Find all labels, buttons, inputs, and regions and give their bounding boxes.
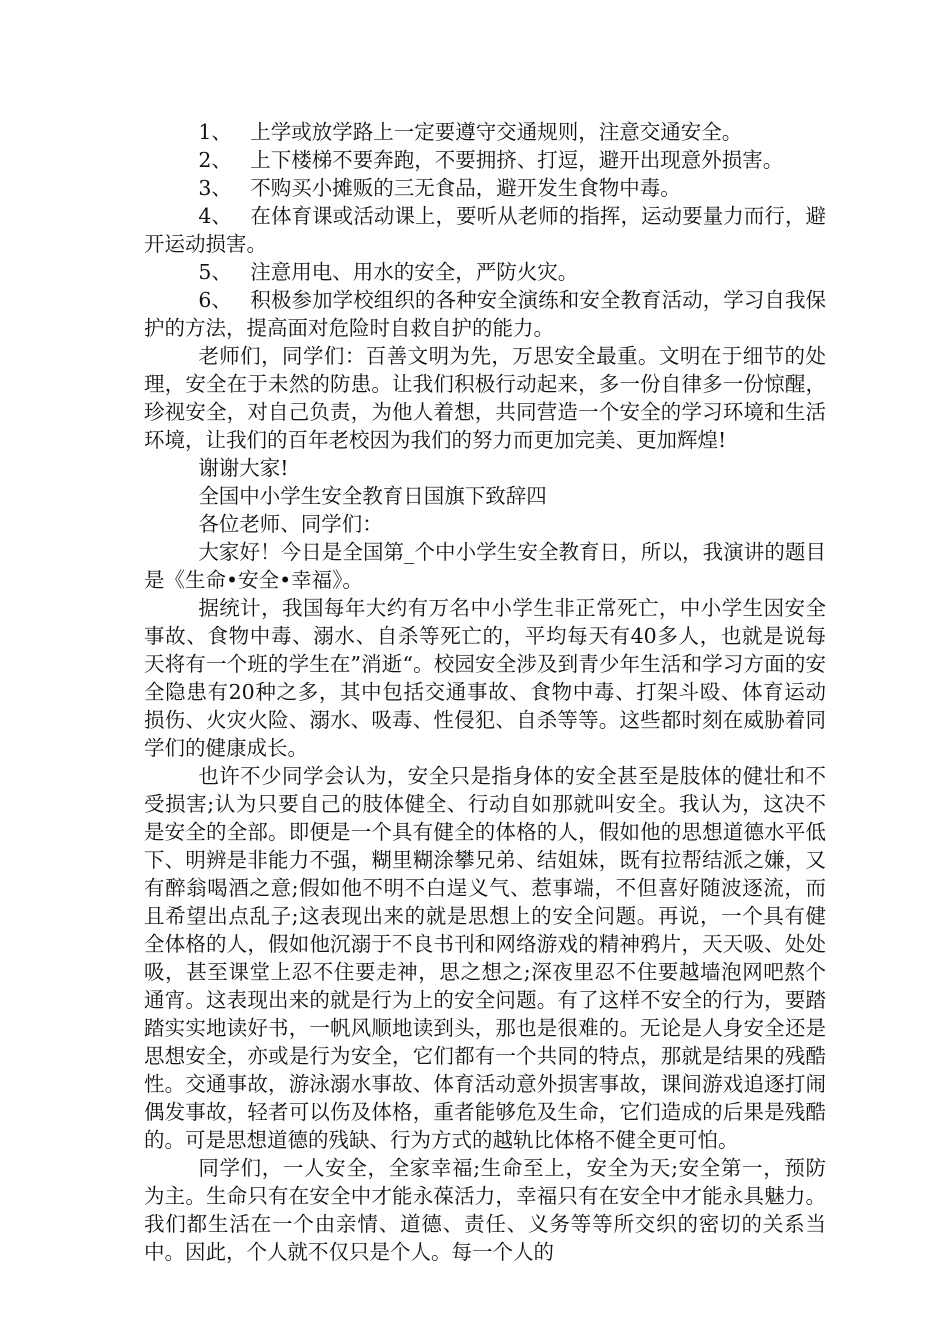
document-page bbox=[144, 118, 826, 1266]
paragraph-conclusion: 同学们，一人安全，全家幸福;生命至上，安全为天;安全第一，预防为主。生命只有在安全中才能永葆活力，幸福只有在安全中才能永具魅力。我们都生活在一个由亲情、道德、责任、义务等等所交织的密切的关系当中。因此，个人就不仅只是个人。每一个人的 bbox=[144, 1156, 826, 1264]
list-number: 5、 bbox=[198, 260, 232, 284]
paragraph-greeting: 大家好！今日是全国第_个中小学生安全教育日，所以，我演讲的题目是《生命•安全•幸福》。 bbox=[144, 540, 826, 592]
list-text: 上学或放学路上一定要遵守交通规则，注意交通安全。 bbox=[250, 120, 743, 144]
list-item bbox=[144, 286, 826, 342]
list-item bbox=[144, 146, 826, 174]
list-number: 6、 bbox=[198, 288, 232, 312]
list-text: 在体育课或活动课上，要听从老师的指挥，运动要量力而行，避开运动损害。 bbox=[144, 204, 827, 256]
list-text: 上下楼梯不要奔跑，不要拥挤、打逗，避开出现意外损害。 bbox=[250, 148, 784, 172]
paragraph-statistics: 据统计，我国每年大约有万名中小学生非正常死亡，中小学生因安全事故、食物中毒、溺水、自杀等死亡的，平均每天有40多人，也就是说每天将有一个班的学生在”消逝“。校园安全涉及到青少年生活和学习方面的安全隐患有20种之多，其中包括交通事故、食物中毒、打架斗殴、体育运动损伤、火灾火险、溺水、吸毒、性侵犯、自杀等等。这些都时刻在威胁着同学们的健康成长。 bbox=[144, 596, 826, 760]
list-text: 不购买小摊贩的三无食品，避开发生食物中毒。 bbox=[250, 176, 681, 200]
list-item bbox=[144, 202, 826, 258]
list-number: 4、 bbox=[198, 204, 232, 228]
paragraph-safety-discussion: 也许不少同学会认为，安全只是指身体的安全甚至是肢体的健壮和不受损害;认为只要自己的肢体健全、行动自如那就叫安全。我认为，这决不是安全的全部。即便是一个具有健全的体格的人，假如他的思想道德水平低下、明辨是非能力不强，糊里糊涂攀兄弟、结姐妹，既有拉帮结派之嫌，又有醉翁喝酒之意;假如他不明不白逞义气、惹事端，不但喜好随波逐流，而且希望出点乱子;这表现出来的就是思想上的安全问题。再说，一个具有健全体格的人，假如他沉溺于不良书刊和网络游戏的精神鸦片，天天吸、处处吸，甚至课堂上忍不住要走神，思之想之;深夜里忍不住要越墙泡网吧熬个通宵。这表现出来的就是行为上的安全问题。有了这样不安全的行为，要踏踏实实地读好书，一帆风顺地读到头，那也是很难的。无论是人身安全还是思想安全，亦或是行为安全，它们都有一个共同的特点，那就是结果的残酷性。交通事故，游泳溺水事故、体育活动意外损害事故，课间游戏追逐打闹偶发事故，轻者可以伤及体格，重者能够危及生命，它们造成的后果是残酷的。可是思想道德的残缺、行为方式的越轨比体格不健全更可怕。 bbox=[144, 764, 826, 1152]
list-item bbox=[144, 118, 826, 146]
paragraph-thanks: 谢谢大家! bbox=[198, 456, 289, 480]
list-item bbox=[144, 258, 826, 286]
list-text: 注意用电、用水的安全，严防火灾。 bbox=[250, 260, 579, 284]
speech-title: 全国中小学生安全教育日国旗下致辞四 bbox=[198, 484, 547, 508]
list-number: 2、 bbox=[198, 148, 232, 172]
paragraph-closing-appeal: 老师们，同学们：百善文明为先，万思安全最重。文明在于细节的处理，安全在于未然的防患。让我们积极行动起来，多一份自律多一份惊醒，珍视安全，对自己负责，为他人着想，共同营造一个安全的学习环境和生活环境，让我们的百年老校因为我们的努力而更加完美、更加辉煌! bbox=[144, 344, 826, 452]
list-number: 1、 bbox=[198, 120, 232, 144]
list-text: 积极参加学校组织的各种安全演练和安全教育活动，学习自我保护的方法，提高面对危险时自救自护的能力。 bbox=[144, 288, 827, 340]
salutation: 各位老师、同学们： bbox=[198, 512, 383, 536]
list-item bbox=[144, 174, 826, 202]
list-number: 3、 bbox=[198, 176, 232, 200]
